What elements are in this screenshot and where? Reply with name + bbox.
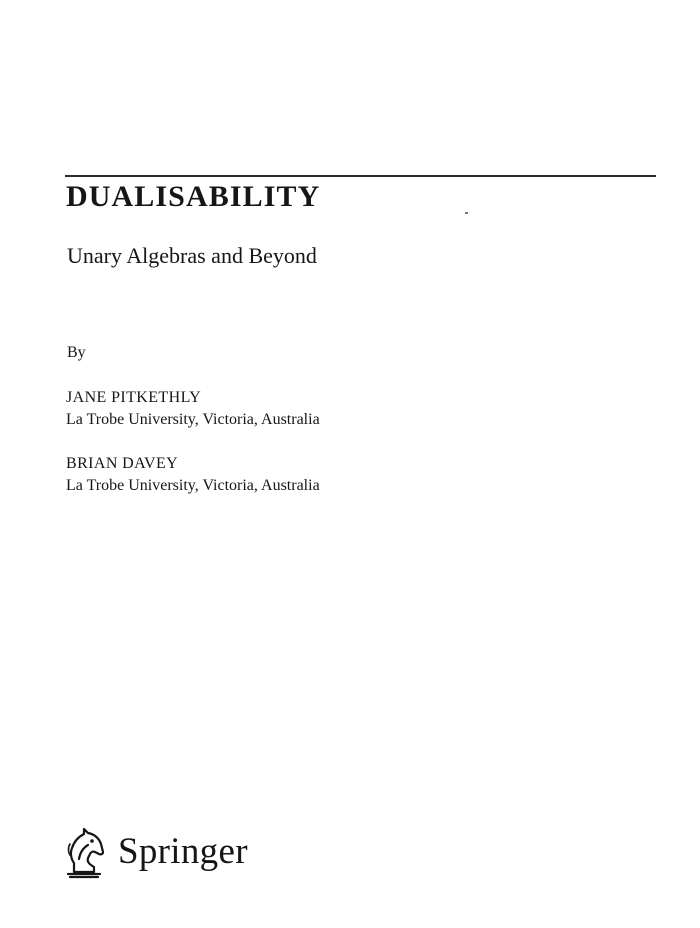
scan-speck	[465, 212, 468, 214]
publisher-imprint	[62, 822, 248, 882]
springer-chess-knight-icon	[62, 825, 108, 879]
author-name: BRIAN DAVEY	[66, 455, 179, 472]
author-block	[66, 387, 320, 431]
book-title: DUALISABILITY	[66, 180, 321, 213]
by-label: By	[67, 344, 86, 361]
author-affiliation: La Trobe University, Victoria, Australia	[66, 477, 320, 494]
author-affiliation: La Trobe University, Victoria, Australia	[66, 411, 320, 428]
author-block	[66, 453, 320, 497]
publisher-name: Springer	[118, 831, 248, 872]
title-rule	[65, 175, 656, 177]
book-subtitle: Unary Algebras and Beyond	[67, 243, 317, 268]
author-name: JANE PITKETHLY	[66, 389, 202, 406]
